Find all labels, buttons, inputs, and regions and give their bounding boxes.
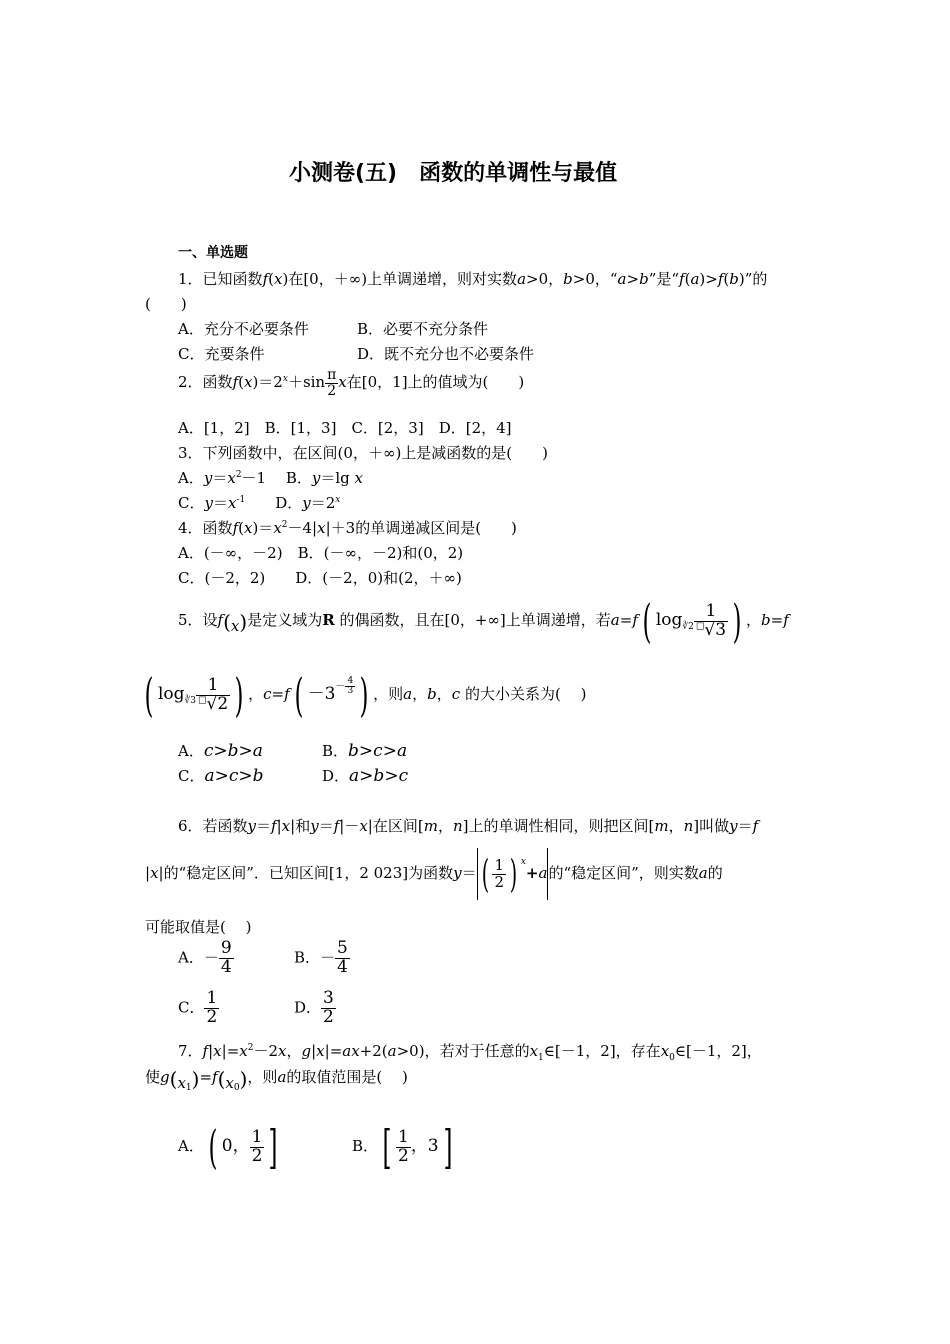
question-7-option-b: B．[ $\frac{1}{2}$ ，3] xyxy=(352,1120,453,1174)
question-6-option-d: D． $\frac{3}{2}$ xyxy=(294,988,334,1027)
question-3-stem: 3．下列函数中，在区间(0，＋∞)上是减函数的是( ) xyxy=(178,444,548,462)
option-d: D．既不充分也不必要条件 xyxy=(357,345,535,363)
question-1-stem: 1．已知函数f(x)在[0，＋∞)上单调递增，则对实数a>0，b>0，“a>b”是“f(a)>f(b)”的 xyxy=(178,270,768,288)
option-b: B．必要不充分条件 xyxy=(357,320,489,338)
question-6-stem-2: |x|的“稳定区间”．已知区间[1，2 023]为函数y＝ ( $\frac{1}{2}$ ) $^x$+a的“稳定区间”，则实数a的 xyxy=(145,848,723,900)
question-6-stem-3: 可能取值是( ) xyxy=(145,918,252,936)
question-6-option-a: A．－ $\frac{9}{4}$ xyxy=(178,938,232,977)
question-5-stem-2: ( $\log_{∛3}$ $\frac{1}{^□√2}$ ) ，$c=f( -3^{- \frac{4}{3}}$ ) ，则a，b，c 的大小关系为( ) xyxy=(144,668,587,722)
question-6-option-b: B．－ $\frac{5}{4}$ xyxy=(294,938,348,977)
question-7-stem: 7．$f|x|=x^2-2x$，g|x|=ax+2(a>0)，若对于任意的$x_1\in[-1$，2]，存在$x_0\in[-1$，2]， xyxy=(178,1042,762,1063)
question-5-option-a: A．c>b>a xyxy=(178,741,263,761)
question-3-options-cd: C．$y=x^{-1}$ D．$y=2^x$ xyxy=(178,494,341,512)
question-3-options-ab: A．$y=x^2-1$ B．y＝lg x xyxy=(178,469,364,487)
answer-paren: ( ) xyxy=(145,295,187,313)
option-c: C．充要条件 xyxy=(178,345,265,363)
question-6-option-c: C． $\frac{1}{2}$ xyxy=(178,988,218,1027)
question-4-options-cd: C．(－2，2) D．(－2，0)和(2，＋∞) xyxy=(178,569,462,587)
question-2-options: A．[1，2] B．[1，3] C．[2，3] D．[2，4] xyxy=(178,419,512,437)
question-5-stem: 5．设f(x)是定义域为R 的偶函数，且在[0，+∞]上单调递增，若a=f( $\log_{∛2}$ $\frac{1}{^□√3}$ ) ，b=f xyxy=(178,594,789,648)
option-a: A．充分不必要条件 xyxy=(178,320,309,338)
question-5-option-c: C．a>c>b xyxy=(178,766,264,786)
question-5-option-b: B．b>c>a xyxy=(322,741,408,761)
question-7-option-a: A．( 0， $\frac{1}{2}$ ] xyxy=(178,1120,278,1174)
section-heading: 一、单选题 xyxy=(178,245,248,261)
page-title: 小测卷(五) 函数的单调性与最值 xyxy=(289,161,618,186)
question-6-stem: 6．若函数y＝f|x|和y＝f|－x|在区间[m，n]上的单调性相同，则把区间[m，n]叫做y＝f xyxy=(178,817,759,835)
question-5-option-d: D．a>b>c xyxy=(322,766,409,786)
question-7-stem-2: 使$g(x_1)=f(x_0)$，则a的取值范围是( ) xyxy=(145,1067,408,1093)
question-4-options-ab: A．(－∞，－2) B．(－∞，－2)和(0，2) xyxy=(178,544,464,562)
question-4-stem: 4．函数$f(x)=x^2-4|x|+3$的单调递减区间是( ) xyxy=(178,519,517,537)
question-2-stem: 2．函数$f(x)=2^x+\sin$ $\frac{\pi}{2}$ x在[0，1]上的值域为( ) xyxy=(178,367,525,399)
